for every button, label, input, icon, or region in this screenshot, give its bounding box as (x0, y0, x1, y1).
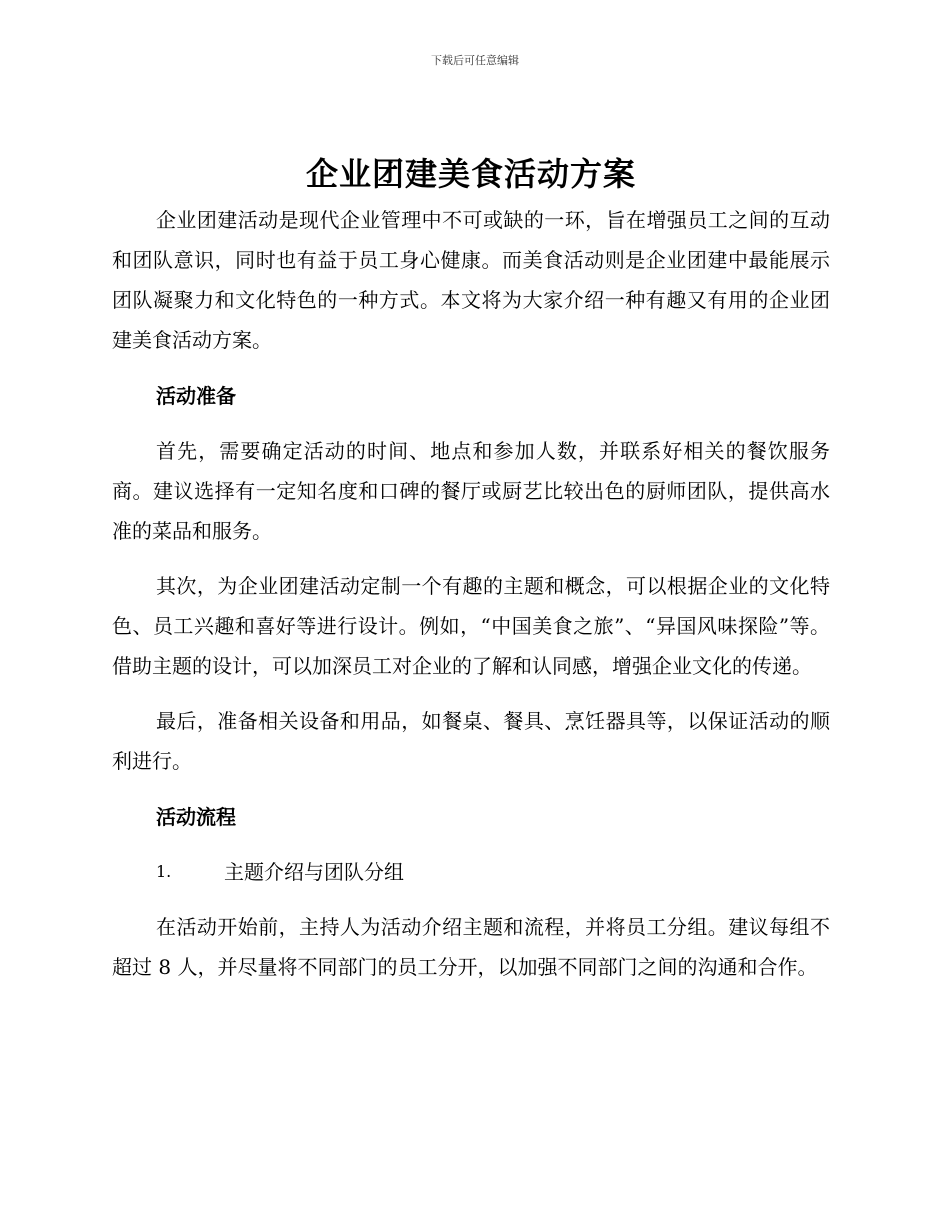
document-title: 企业团建美食活动方案 (305, 155, 636, 193)
process-step-1-paragraph: 在活动开始前，主持人为活动介绍主题和流程，并将员工分组。建议每组不超过 8 人，并尽量将不同部门的员工分开，以加强不同部门之间的沟通和合作。 (112, 915, 830, 979)
step-label: 主题介绍与团队分组 (224, 860, 404, 884)
section-heading-process: 活动流程 (156, 805, 236, 829)
step-number: 1. (156, 862, 172, 881)
preparation-paragraph-1: 首先，需要确定活动的时间、地点和参加人数，并联系好相关的餐饮服务商。建议选择有一定知名度和口碑的餐厅或厨艺比较出色的厨师团队，提供高水准的菜品和服务。 (112, 439, 830, 543)
section-heading-preparation: 活动准备 (156, 384, 236, 408)
intro-paragraph: 企业团建活动是现代企业管理中不可或缺的一环，旨在增强员工之间的互动和团队意识，同时也有益于员工身心健康。而美食活动则是企业团建中最能展示团队凝聚力和文化特色的一种方式。本文将为大家介绍一种有趣又有用的企业团建美食活动方案。 (112, 208, 830, 352)
preparation-paragraph-3: 最后，准备相关设备和用品，如餐桌、餐具、烹饪器具等，以保证活动的顺利进行。 (112, 709, 830, 773)
process-step-1 (112, 852, 830, 892)
page-header-note: 下载后可任意编辑 (431, 54, 519, 67)
preparation-paragraph-2: 其次，为企业团建活动定制一个有趣的主题和概念，可以根据企业的文化特色、员工兴趣和喜好等进行设计。例如，“中国美食之旅”、“异国风味探险”等。借助主题的设计，可以加深员工对企业的了解和认同感，增强企业文化的传递。 (112, 574, 830, 678)
document-body (112, 148, 830, 987)
